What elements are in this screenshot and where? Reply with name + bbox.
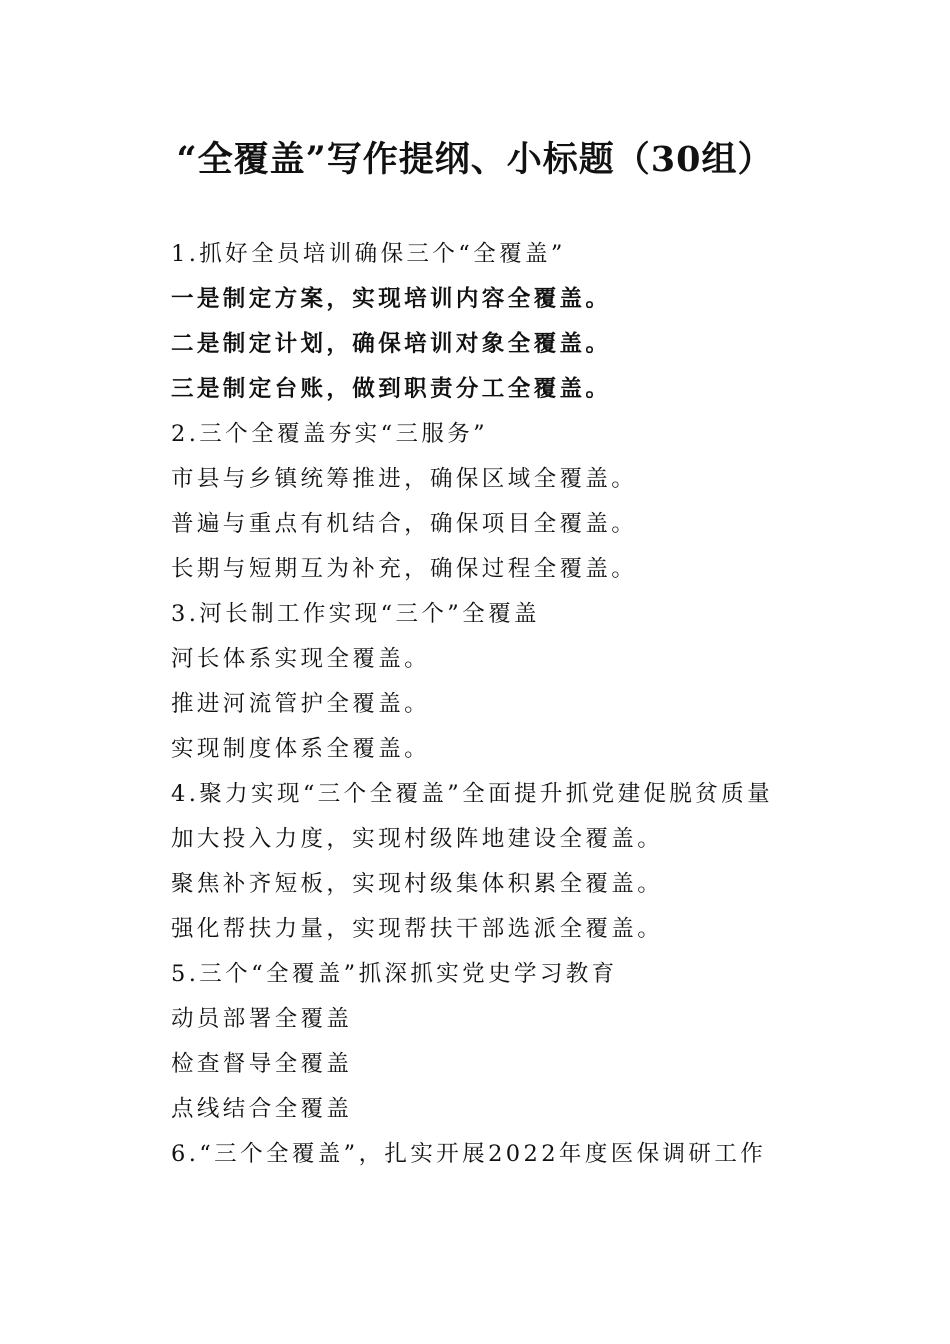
list-item: 河长体系实现全覆盖。 — [171, 646, 431, 672]
list-item: 检查督导全覆盖 — [171, 1051, 353, 1077]
list-item: 加大投入力度，实现村级阵地建设全覆盖。 — [171, 826, 664, 852]
section-heading: 4.聚力实现“三个全覆盖”全面提升抓党建促脱贫质量 — [171, 781, 773, 807]
list-item: 推进河流管护全覆盖。 — [171, 691, 431, 717]
list-item: 动员部署全覆盖 — [171, 1006, 353, 1032]
document-title: “全覆盖”写作提纲、小标题（30组） — [176, 139, 774, 180]
list-item: 实现制度体系全覆盖。 — [171, 736, 431, 762]
list-item: 强化帮扶力量，实现帮扶干部选派全覆盖。 — [171, 916, 664, 942]
document-body — [171, 232, 871, 1177]
list-item: 一是制定方案，实现培训内容全覆盖。 — [171, 286, 612, 312]
section-heading: 3.河长制工作实现“三个”全覆盖 — [171, 601, 540, 627]
list-item: 长期与短期互为补充，确保过程全覆盖。 — [171, 556, 638, 582]
section-heading: 6.“三个全覆盖”，扎实开展2022年度医保调研工作 — [171, 1141, 767, 1167]
section-heading: 1.抓好全员培训确保三个“全覆盖” — [171, 241, 566, 267]
list-item: 三是制定台账，做到职责分工全覆盖。 — [171, 376, 612, 402]
list-item: 聚焦补齐短板，实现村级集体积累全覆盖。 — [171, 871, 664, 897]
list-item: 点线结合全覆盖 — [171, 1096, 353, 1122]
section-heading: 2.三个全覆盖夯实“三服务” — [171, 421, 489, 447]
list-item: 市县与乡镇统筹推进，确保区域全覆盖。 — [171, 466, 638, 492]
list-item: 二是制定计划，确保培训对象全覆盖。 — [171, 331, 612, 357]
section-heading: 5.三个“全覆盖”抓深抓实党史学习教育 — [171, 961, 618, 987]
list-item: 普遍与重点有机结合，确保项目全覆盖。 — [171, 511, 638, 537]
